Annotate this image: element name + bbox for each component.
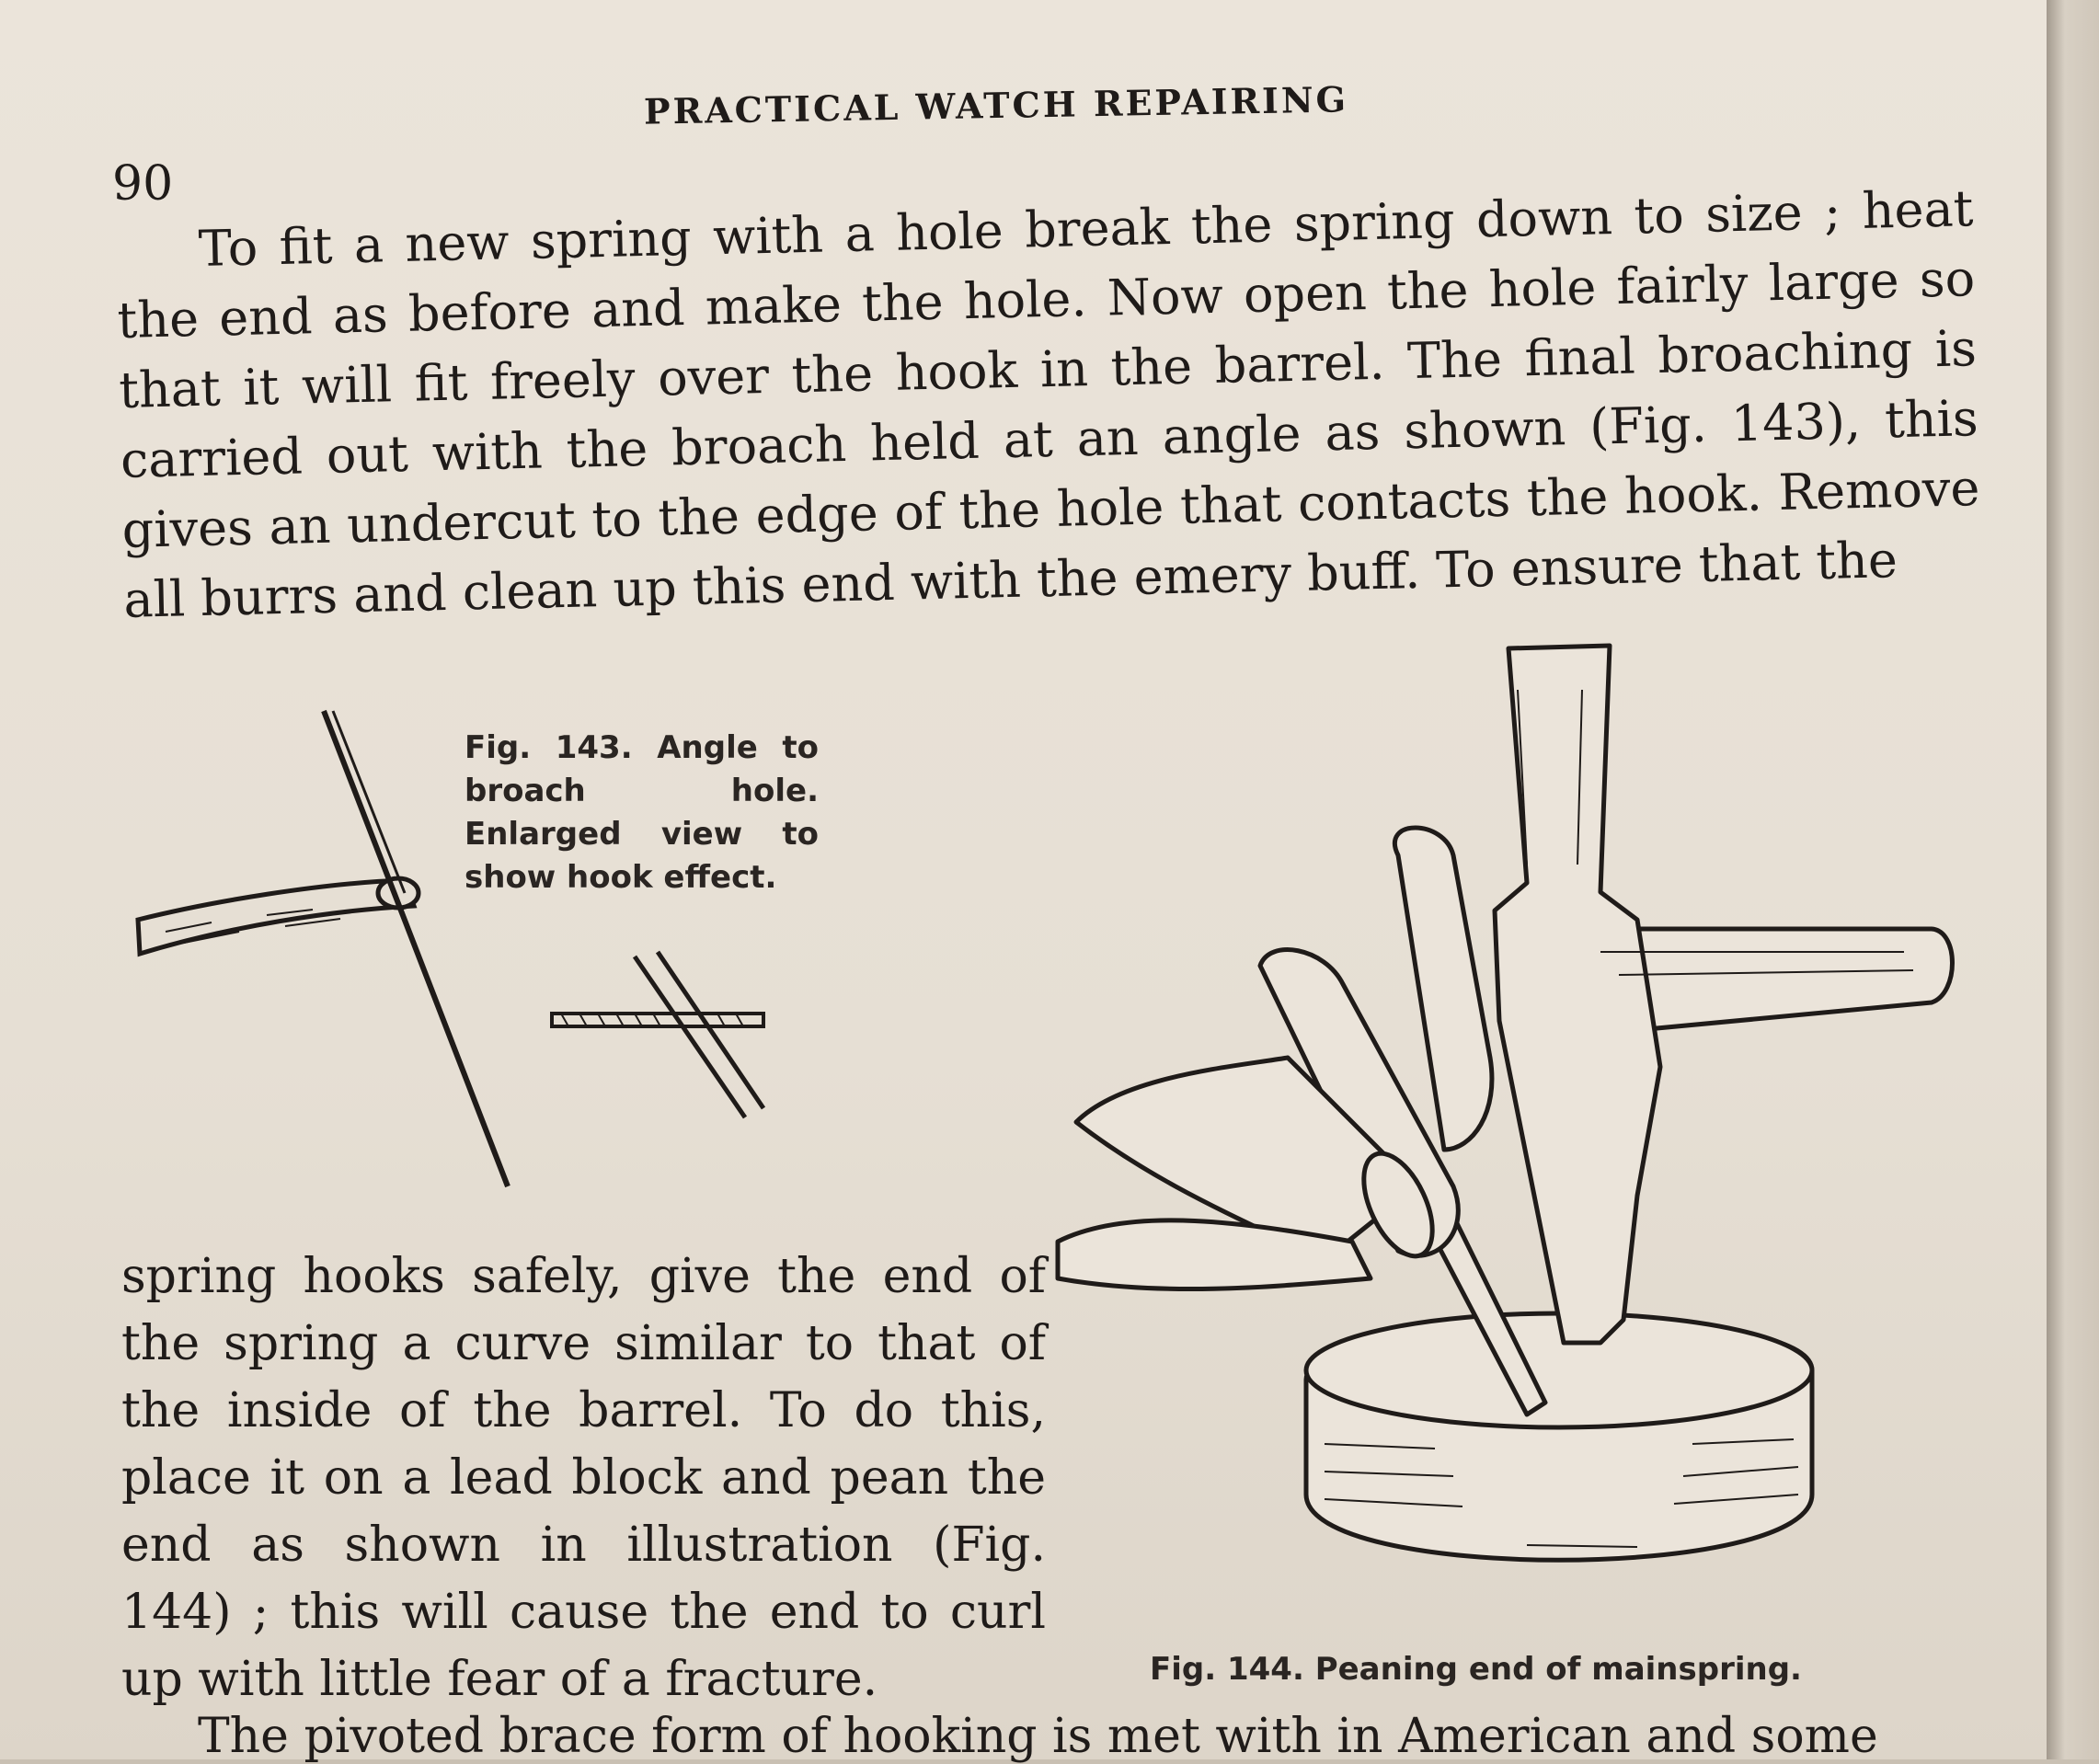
figure-144-caption: Fig. 144. Peaning end of mainspring. (1150, 1651, 1802, 1688)
figure-144-illustration (1049, 635, 1978, 1655)
body-paragraph-2: spring hooks safely, give the end of the spring a curve similar to that of the inside of the barrel. To do this, place it on a lead block and pean the end as shown in illustration (Fig. 144) ; this will cause the end to curl up with little fear of a fracture. (121, 1249, 1046, 1707)
figure-143-enlarged-view (543, 947, 782, 1131)
body-paragraph-1: To fit a new spring with a hole break the spring down to size ; heat the end as before and make the hole. Now open the hole fairly large so that it will fit freely over the hook in the barrel. The final broaching is carried out with the broach held at an angle as shown (Fig. 143), this gives an undercut to the edge of the hole that contacts the hook. Remove all burrs and clean up this end with the emery buff. To ensure that the (116, 179, 1980, 629)
figure-143-caption: Fig. 143. Angle to broach hole. Enlarged view to show hook effect. (465, 729, 819, 896)
page-edge-shadow (2047, 0, 2099, 1759)
body-paragraph-3-partial: The pivoted brace form of hooking is met with in American and some (198, 1709, 1878, 1764)
running-head: PRACTICAL WATCH REPAIRING (643, 78, 1349, 132)
page-number: 90 (112, 156, 174, 212)
